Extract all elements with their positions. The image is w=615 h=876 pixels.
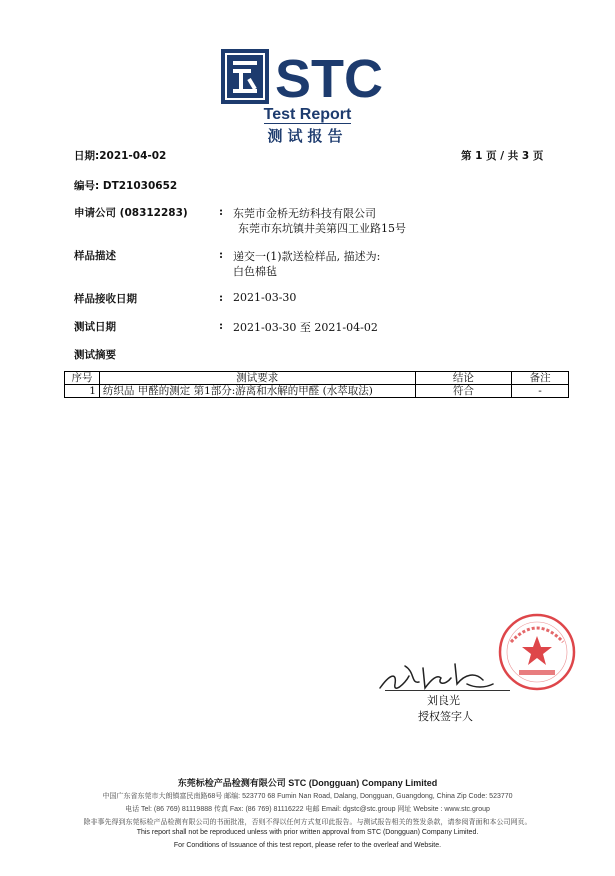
cell-requirement: 纺织品 甲醛的测定 第1部分:游离和水解的甲醛 (水萃取法) bbox=[99, 385, 415, 398]
number-row bbox=[74, 178, 177, 193]
svg-text:STC: STC bbox=[275, 49, 383, 104]
signer-title: 授权签字人 bbox=[418, 710, 473, 723]
footer-company: 东莞标检产品检测有限公司 STC (Dongguan) Company Limited bbox=[177, 778, 438, 788]
applicant-name: 东莞市金桥无纺科技有限公司 bbox=[233, 207, 376, 220]
signature-line bbox=[385, 690, 510, 691]
colon: : bbox=[219, 205, 224, 218]
date-value: 2021-04-02 bbox=[99, 150, 167, 162]
stc-logo bbox=[221, 49, 401, 104]
cell-remark: - bbox=[512, 385, 569, 398]
footer-note-en2: For Conditions of Issuance of this test report, please refer to the overleaf and Website. bbox=[173, 842, 442, 849]
summary-label: 测试摘要 bbox=[74, 349, 116, 361]
date-row bbox=[74, 148, 166, 163]
colon: : bbox=[219, 248, 224, 261]
table-row bbox=[65, 385, 569, 398]
col-header-requirement: 测试要求 bbox=[99, 372, 415, 385]
company-stamp bbox=[497, 612, 577, 692]
cell-conclusion: 符合 bbox=[415, 385, 512, 398]
applicant-address: 东莞市东坑镇井美第四工业路15号 bbox=[238, 222, 406, 235]
footer-note-en1: This report shall not be reproduced unless with prior written approval from STC (Dongguan) Company Limited. bbox=[136, 829, 479, 836]
summary-table bbox=[64, 371, 569, 398]
col-header-remark: 备注 bbox=[512, 372, 569, 385]
receipt-date-value: 2021-03-30 bbox=[233, 291, 297, 304]
sample-desc-label: 样品描述 bbox=[74, 250, 116, 262]
sample-desc-line1: 递交一(1)款送检样品, 描述为: bbox=[233, 250, 381, 263]
test-date-value: 2021-03-30 至 2021-04-02 bbox=[233, 321, 378, 334]
cell-no: 1 bbox=[65, 385, 100, 398]
colon: : bbox=[219, 291, 224, 304]
sample-desc-line2: 白色棉毡 bbox=[233, 265, 277, 278]
col-header-no: 序号 bbox=[65, 372, 100, 385]
colon: : bbox=[219, 319, 224, 332]
page-info: 第 1 页 / 共 3 页 bbox=[461, 150, 544, 162]
report-title-cn: 测试报告 bbox=[267, 127, 348, 145]
footer-address: 中国广东省东莞市大朗镇富民南路68号 邮编: 523770 68 Fumin Nan Road, Dalang, Dongguan, Guangdong, China Zip Code: 523770 bbox=[102, 793, 513, 800]
report-title-en: Test Report bbox=[263, 106, 352, 123]
footer-note-cn: 除非事先得到东莞标检产品检测有限公司的书面批准，否则不得以任何方式复印此报告。与测试报告相关的签发条款，请参阅背面和本公司网页。 bbox=[83, 819, 532, 826]
test-date-label: 测试日期 bbox=[74, 321, 116, 333]
col-header-conclusion: 结论 bbox=[415, 372, 512, 385]
number-value: DT21030652 bbox=[102, 180, 178, 192]
signer-name: 刘良光 bbox=[427, 694, 460, 707]
footer-contact: 电话 Tel: (86 769) 81119888 传真 Fax: (86 769) 81116222 电邮 Email: dgstc@stc.group 网址 Website : www.stc.group bbox=[125, 806, 490, 813]
receipt-date-label: 样品接收日期 bbox=[74, 293, 137, 305]
date-label: 日期: bbox=[74, 150, 100, 162]
number-label: 编号: bbox=[74, 180, 100, 192]
table-header-row bbox=[65, 372, 569, 385]
applicant-label: 申请公司 (08312283) bbox=[74, 207, 188, 219]
